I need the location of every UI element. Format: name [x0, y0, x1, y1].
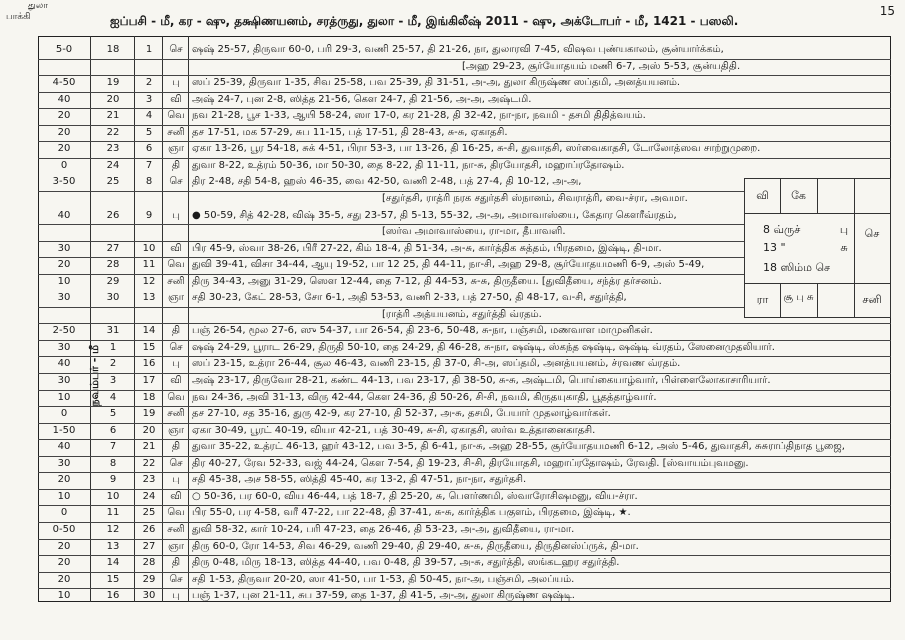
table-row: [38, 339, 891, 357]
paakki-cell: 0: [60, 507, 68, 519]
tamil-date-cell: 28: [106, 259, 120, 271]
details-cell: அஷ் 24-7, புன 2-8, ஸித்த 21-56, கௌ 24-7, தி 21-56, அ-அ, அஷ்டமி.: [192, 93, 532, 105]
tamil-date-cell: 1: [109, 341, 117, 353]
paakki-cell: 4-50: [52, 77, 76, 89]
weekday-cell: சனி: [167, 126, 185, 138]
weekday-cell: வி: [170, 242, 182, 254]
table-row: [38, 587, 891, 605]
weekday-cell: செ: [169, 457, 183, 469]
corner-label: [6, 1, 48, 23]
weekday-cell: செ: [169, 176, 183, 188]
details-cell: சதி 1-53, திருவா 20-20, ஸா 41-50, பா 1-53, தி 50-45, நா-அ, பஞ்சமி, அலப்யம்.: [192, 573, 575, 585]
tamil-date-cell: 27: [106, 242, 120, 254]
tamil-date-cell: 25: [106, 176, 120, 188]
grid-mid-right-a2: சு: [840, 241, 848, 254]
details-cell: சதி 30-23, கேட் 28-53, சோ 6-1, அதி 53-53, வணி 2-33, பத் 27-50, தி 48-17, வ-சி, சதுர்த்தி,: [192, 292, 627, 304]
weekday-cell: தி: [171, 557, 181, 569]
paakki-cell: 40: [57, 93, 71, 105]
grid-mid-line-2: 13 ": [763, 241, 786, 254]
tamil-date-cell: 6: [109, 424, 117, 436]
tamil-date-cell: 23: [106, 143, 120, 155]
grid-cell-top-2: கே: [791, 189, 806, 202]
tamil-date-cell: 4: [109, 391, 117, 403]
month-label: நவம்பர் - மீ: [88, 345, 101, 407]
paakki-cell: 1-50: [52, 424, 76, 436]
row-separator: [38, 108, 891, 109]
english-date-cell: 18: [142, 391, 156, 403]
english-date-cell: 3: [145, 93, 153, 105]
table-row: [38, 157, 891, 175]
details-cell: தச 27-10, சத 35-16, துரு 42-9, கர 27-10, தி 52-37, அ-சு, தசமி, பேயார் முதலாழ்வார்கள்.: [192, 408, 611, 420]
details-cell: ஸப் 23-15, உத்ரா 26-44, சூல 46-43, வணி 23-15, தி 37-0, சி-அ, ஸப்தமி, அனத்யயனம், ச்ரவண வ்ரதம்.: [192, 358, 681, 370]
grid-cell-bottom-3: சனி: [862, 293, 882, 306]
weekday-cell: ஞா: [168, 292, 184, 304]
paakki-cell: 20: [57, 474, 71, 486]
details-cell: [சதுர்தசி, ராத்ரி நரக சதுர்தசி ஸ்நானம், சிவராத்ரி, வை-ச்ரா, அவமா.: [382, 192, 688, 204]
row-separator: [38, 522, 891, 523]
table-row: [38, 124, 891, 142]
details-cell: தச 17-51, மக 57-29, சுப 11-15, பத் 17-51, தி 28-43, சு-சு, ஏகாதசி.: [192, 126, 508, 138]
weekday-cell: வி: [170, 490, 182, 502]
tamil-date-cell: 31: [106, 325, 120, 337]
row-separator: [38, 456, 891, 457]
tamil-date-cell: 7: [109, 441, 117, 453]
details-cell: பிர 55-0, பர 4-58, வரீ 47-22, பா 22-48, தி 37-41, சு-சு, கார்த்திக பகுளம், பிரதமை, இஷ்டி, ★.: [192, 507, 631, 519]
details-cell: துவி 58-32, கார் 10-24, பரி 47-23, தை 26-46, தி 53-23, அ-அ, துவிதீயை, ரா-மா.: [192, 523, 575, 535]
tamil-date-cell: 14: [106, 557, 120, 569]
paakki-cell: 20: [57, 540, 71, 552]
row-separator: [38, 373, 891, 374]
table-row: [38, 554, 891, 572]
weekday-cell: பு: [172, 590, 180, 602]
table-row: [38, 471, 891, 489]
details-cell: துவா 8-22, உத்ரம் 50-36, மா 50-30, தை 8-22, தி 11-11, நா-சு, திரயோதசி, மஹாப்ரதோஷம்.: [192, 159, 625, 171]
paakki-cell: 30: [57, 457, 71, 469]
grid-line: [817, 283, 818, 317]
details-cell: ● 50-59, சித் 42-28, விஷ் 35-5, சது 23-57, தி 5-13, 55-32, அ-அ, அமாவாஸ்யை, கேதார கௌரீவ்ரதம்,: [192, 209, 677, 221]
tamil-date-cell: 19: [106, 77, 120, 89]
tamil-date-cell: 2: [109, 358, 117, 370]
grid-mid-line-3: 18 ஸிம்ம செ: [763, 261, 831, 274]
page-number: 15: [879, 4, 895, 18]
weekday-cell: ஞா: [168, 143, 184, 155]
details-cell: ஷஷ் 25-57, திருவா 60-0, பரி 29-3, வணி 25-57, தி 21-26, நா, துலாரவி 7-45, விஷவ புண்யகாலம், சூன்யார்க்கம்,: [192, 44, 724, 55]
page-header: ஐப்பசி - மீ, கர - ஷு, தக்ஷிணயனம், சரத்ருது, துலா - மீ, இங்கிலீஷ் 2011 - ஷு, அக்டோபர் - மீ, 1421 - பஸலி.: [110, 14, 739, 28]
paakki-cell: 0: [60, 408, 68, 420]
table-row: [38, 538, 891, 556]
weekday-cell: தி: [171, 441, 181, 453]
grid-line: [745, 213, 890, 214]
paakki-cell: 40: [57, 358, 71, 370]
tamil-date-cell: 15: [106, 573, 120, 585]
tamil-date-cell: 13: [106, 540, 120, 552]
tamil-date-cell: 29: [106, 275, 120, 287]
weekday-cell: வெ: [167, 507, 185, 519]
table-row: [38, 455, 891, 473]
paakki-cell: 5-0: [55, 44, 73, 55]
row-separator: [38, 125, 891, 126]
grid-cell-bottom-1: ரா: [756, 293, 769, 306]
english-date-cell: 21: [142, 441, 156, 453]
english-date-cell: 14: [142, 325, 156, 337]
weekday-cell: வி: [170, 93, 182, 105]
english-date-cell: 16: [142, 358, 156, 370]
english-date-cell: 26: [142, 523, 156, 535]
row-separator: [38, 59, 891, 60]
english-date-cell: 1: [145, 44, 153, 55]
english-date-cell: 9: [145, 209, 153, 221]
english-date-cell: 30: [142, 590, 156, 602]
paakki-cell: 20: [57, 573, 71, 585]
tamil-date-cell: 16: [106, 590, 120, 602]
row-separator: [38, 406, 891, 407]
english-date-cell: 29: [142, 573, 156, 585]
table-row: [38, 91, 891, 109]
paakki-cell: 10: [57, 490, 71, 502]
english-date-cell: 19: [142, 408, 156, 420]
weekday-cell: பு: [172, 474, 180, 486]
row-separator: [38, 539, 891, 540]
paakki-cell: 30: [57, 341, 71, 353]
row-separator: [38, 340, 891, 341]
details-cell: திர 2-48, சதி 54-8, ஹஸ் 46-35, வை 42-50, வணி 2-48, பத் 27-4, தி 10-12, அ-அ,: [192, 176, 582, 188]
tamil-date-cell: 11: [106, 507, 120, 519]
table-row: [38, 74, 891, 92]
paakki-cell: 3-50: [52, 176, 76, 188]
english-date-cell: 22: [142, 457, 156, 469]
details-cell: [ஸர்வ அமாவாஸ்யை, ரா-மா, தீபாவளி.: [382, 226, 566, 238]
weekday-cell: செ: [169, 44, 183, 55]
row-separator: [38, 505, 891, 506]
row-separator: [38, 356, 891, 357]
table-row: [38, 571, 891, 589]
row-separator: [38, 75, 891, 76]
row-separator: [38, 390, 891, 391]
weekday-cell: பு: [172, 209, 180, 221]
weekday-cell: வெ: [167, 391, 185, 403]
english-date-cell: 24: [142, 490, 156, 502]
details-cell: ஸப் 25-39, திருவா 1-35, சிவ 25-58, பவ 25-39, தி 31-51, அ-அ, துலா கிருஷ்ண ஸப்தமி, அனத்யயனம்.: [192, 77, 681, 89]
table-row: [38, 140, 891, 158]
row-separator: [38, 489, 891, 490]
corner-line2: பாக்கி: [6, 12, 31, 22]
grid-cell-top-1: வி: [756, 189, 769, 202]
row-separator: [38, 588, 891, 589]
details-cell: திரு 0-48, மிரு 18-13, ஸித்த 44-40, பவ 0-48, தி 39-57, அ-சு, சதுர்த்தி, ஸங்கடஹர சதுர்த்தி.: [192, 557, 620, 569]
paakki-cell: 10: [57, 391, 71, 403]
english-date-cell: 17: [142, 375, 156, 386]
table-row: [38, 372, 891, 390]
paakki-cell: 40: [57, 209, 71, 221]
details-cell: ஏகா 13-26, பூர 54-18, சுக் 4-51, பிரா 53-3, பா 13-26, தி 16-25, சு-சி, துவாதசி, ஸர்வைகாதசி, டோலோத்ஸவ சாற்றுமுறை.: [192, 143, 761, 155]
paakki-cell: 20: [57, 110, 71, 122]
details-cell: துவா 35-22, உத்ரட் 46-13, ஹர் 43-12, பவ 3-5, தி 6-41, நா-சு, அஹ 28-55, சூர்யோதயமணி 6-12, அஸ் 5-46, துவாதசி, சுசுராப்திநாத பூஜை,: [192, 441, 845, 453]
english-date-cell: 5: [145, 126, 153, 138]
table-row: [38, 107, 891, 125]
weekday-cell: வெ: [167, 110, 185, 122]
planet-grid: [744, 178, 891, 318]
table-row: [38, 438, 891, 456]
row-separator: [38, 555, 891, 556]
weekday-cell: செ: [169, 341, 183, 353]
row-separator: [38, 323, 891, 324]
row-separator: [38, 423, 891, 424]
weekday-cell: தி: [171, 159, 181, 171]
tamil-date-cell: 10: [106, 490, 120, 502]
english-date-cell: 20: [142, 424, 156, 436]
tamil-date-cell: 8: [109, 457, 117, 469]
details-cell: துவி 39-41, விசா 34-44, ஆயு 19-52, பா 12 25, தி 44-11, நா-சி, அஹ 29-8, சூர்யோதயமணி 6-9, அஸ் 5-49,: [192, 259, 705, 271]
tamil-date-cell: 18: [106, 44, 120, 55]
tamil-date-cell: 21: [106, 110, 120, 122]
details-cell: நவ 21-28, பூச 1-33, ஆயி 58-24, ஸா 17-0, கர 21-28, தி 32-42, நா-நா, நவமி - தசமி திதித்வயம்.: [192, 110, 646, 122]
weekday-cell: தி: [171, 325, 181, 337]
english-date-cell: 13: [142, 292, 156, 304]
weekday-cell: பு: [172, 77, 180, 89]
details-cell: பஞ் 26-54, மூல 27-6, ஸு 54-37, பா 26-54, தி 23-6, 50-48, சு-நா, பஞ்சமி, மணவாள மாமுனிகள்.: [192, 325, 653, 337]
tamil-date-cell: 3: [109, 375, 117, 386]
english-date-cell: 27: [142, 540, 156, 552]
row-separator: [38, 158, 891, 159]
details-cell: சதி 45-38, அச 58-55, ஸித்தி 45-40, கர 13-2, தி 47-51, நா-நா, சதுர்தசி.: [192, 474, 527, 486]
english-date-cell: 4: [145, 110, 153, 122]
english-date-cell: 11: [142, 259, 156, 271]
grid-mid-right-a1: பு: [839, 223, 849, 236]
english-date-cell: 2: [145, 77, 153, 89]
paakki-cell: 20: [57, 143, 71, 155]
row-separator: [38, 439, 891, 440]
details-cell: அஷ் 23-17, திருவோ 28-21, கண்ட 44-13, பவ 23-17, தி 38-50, சு-சு, அஷ்டமி, பொய்கையாழ்வார், பிள்ளைலோகாசாரியார்.: [192, 375, 771, 386]
row-separator: [38, 472, 891, 473]
paakki-cell: 20: [57, 259, 71, 271]
details-cell: [அஹ 29-23, சூர்யோதயம் மணி 6-7, அஸ் 5-53, சூன்யதிதி.: [462, 60, 741, 72]
english-date-cell: 6: [145, 143, 153, 155]
english-date-cell: 28: [142, 557, 156, 569]
paakki-cell: 10: [57, 590, 71, 602]
paakki-cell: 0: [60, 159, 68, 171]
details-cell: ○ 50-36, பர 60-0, விய 46-44, பத் 18-7, தி 25-20, சு, பௌர்ணமி, ஸ்வாரோசிஷமனு, விய-ச்ரா.: [192, 490, 638, 502]
grid-mid-right-b: செ: [864, 227, 880, 240]
paakki-cell: 20: [57, 557, 71, 569]
tamil-date-cell: 5: [109, 408, 117, 420]
paakki-cell: 40: [57, 441, 71, 453]
details-cell: நவ 24-36, அவி 31-13, விரு 42-44, கௌ 24-36, தி 50-26, சி-சி, நவமி, கிருதயுகாதி, பூதத்தாழ்வார்.: [192, 391, 657, 403]
weekday-cell: சனி: [167, 275, 185, 287]
weekday-cell: ஞா: [168, 424, 184, 436]
row-separator: [38, 141, 891, 142]
details-cell: ஏகா 30-49, பூரட் 40-19, வியா 42-21, பத் 30-49, சு-சி, ஏகாதசி, ஸர்வ உத்தானைகாதசி.: [192, 424, 596, 436]
english-date-cell: 10: [142, 242, 156, 254]
english-date-cell: 23: [142, 474, 156, 486]
row-separator: [38, 572, 891, 573]
details-cell: பஞ் 1-37, புன 21-11, சுப 37-59, தை 1-37, தி 41-5, அ-அ, துலா கிருஷ்ண ஷஷ்டி.: [192, 590, 575, 602]
paakki-cell: 30: [57, 292, 71, 304]
table-row: [38, 488, 891, 506]
table-row: [38, 422, 891, 440]
paakki-cell: 30: [57, 375, 71, 386]
table-row: [38, 322, 891, 340]
english-date-cell: 12: [142, 275, 156, 287]
english-date-cell: 7: [145, 159, 153, 171]
paakki-cell: 2-50: [52, 325, 76, 337]
grid-cell-bottom-2: சூ பு சு: [783, 292, 814, 303]
table-row: [38, 389, 891, 407]
details-cell: ஷஷ் 24-29, பூராட 26-29, திருதி 50-10, தை 24-29, தி 46-28, சு-நா, ஷஷ்டி, ஸ்கந்த ஷஷ்டி, ஷஷ்டி வ்ரதம், ஸேனைமுதலியார்.: [192, 341, 775, 353]
tamil-date-cell: 22: [106, 126, 120, 138]
details-cell: [ராத்ரி அத்யயனம், சதுர்த்தி வ்ரதம்.: [382, 308, 542, 320]
paakki-cell: 0-50: [52, 523, 76, 535]
table-row: [38, 521, 891, 539]
paakki-cell: 20: [57, 126, 71, 138]
paakki-cell: 30: [57, 242, 71, 254]
tamil-date-cell: 30: [106, 292, 120, 304]
table-row: [38, 41, 891, 59]
table-row: [38, 405, 891, 423]
grid-line: [817, 179, 818, 213]
row-separator: [38, 92, 891, 93]
tamil-date-cell: 24: [106, 159, 120, 171]
grid-mid-line-1: 8 வ்ருச்: [763, 223, 801, 236]
paakki-cell: 10: [57, 275, 71, 287]
tamil-date-cell: 9: [109, 474, 117, 486]
details-cell: திர 40-27, ரேவ 52-33, வஜ் 44-24, கௌ 7-54, தி 19-23, சி-சி, திரயோதசி, மஹாப்ரதோஷம், ரேவதி. [ஸ்வாயம்புவமனு.: [192, 457, 749, 469]
english-date-cell: 25: [142, 507, 156, 519]
tamil-date-cell: 12: [106, 523, 120, 535]
table-row: [38, 355, 891, 373]
corner-line1: துலா: [28, 1, 48, 11]
details-cell: பிர 45-9, ஸ்வா 38-26, பிரீ 27-22, கிம் 18-4, தி 51-34, அ-சு, கார்த்திக சுத்தம், பிரதமை, இஷ்டி, தி-மா.: [192, 242, 662, 254]
details-cell: திரு 60-0, ரோ 14-53, சிவ 46-29, வணி 29-40, தி 29-40, சு-சு, திருதீயை, திருதினஸ்ப்ருக், தி-மா.: [192, 540, 639, 552]
weekday-cell: செ: [169, 573, 183, 585]
weekday-cell: வெ: [167, 259, 185, 271]
tamil-date-cell: 26: [106, 209, 120, 221]
english-date-cell: 8: [145, 176, 153, 188]
english-date-cell: 15: [142, 341, 156, 353]
details-cell: திரு 34-43, அனு 31-29, ஸௌ 12-44, தை 7-12, தி 44-53, சு-சு, திருதீயை. [துவிதீயை, சந்த்ர தர்சனம்.: [192, 275, 662, 287]
weekday-cell: வி: [170, 375, 182, 386]
table-row: [38, 504, 891, 522]
table-row: [38, 58, 891, 76]
tamil-date-cell: 20: [106, 93, 120, 105]
weekday-cell: ஞா: [168, 540, 184, 552]
weekday-cell: சனி: [167, 523, 185, 535]
weekday-cell: சனி: [167, 408, 185, 420]
weekday-cell: பு: [172, 358, 180, 370]
